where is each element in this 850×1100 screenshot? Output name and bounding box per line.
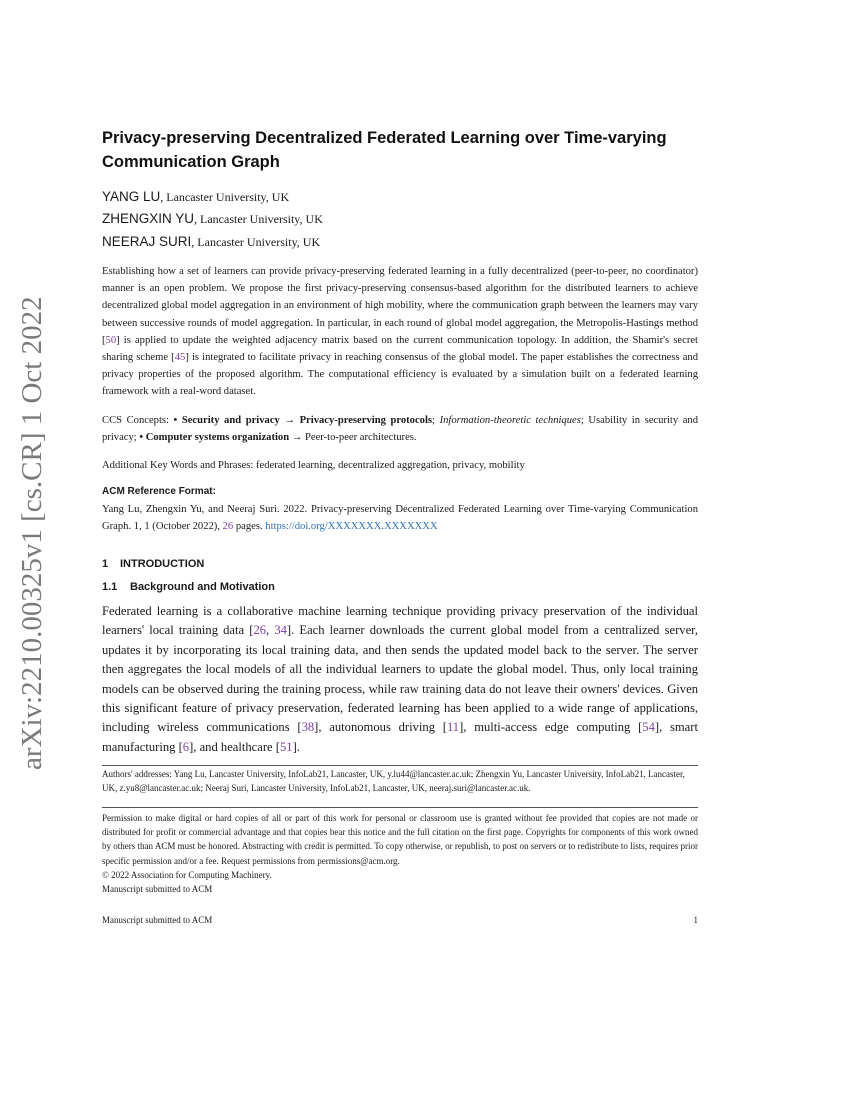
body-text: ], autonomous driving [ [314, 720, 447, 735]
author-affiliation: , Lancaster University, UK [194, 212, 323, 226]
abstract-text: ] is applied to update the weighted adjacency matrix based on the current communication topology. In addition, the Shamir's secret sharing scheme [ [102, 334, 698, 364]
permission-notice [102, 811, 698, 896]
citation-link[interactable]: 51 [279, 739, 293, 754]
page-footer [102, 915, 698, 925]
footer-text: Manuscript submitted to ACM [102, 915, 213, 925]
body-text: ], multi-access edge computing [ [459, 720, 643, 735]
author-name: YANG LU [102, 189, 161, 204]
arxiv-identifier: arXiv:2210.00325v1 [cs.CR] 1 Oct 2022 [16, 296, 48, 770]
section-heading-introduction [102, 558, 204, 570]
ccs-concept: • Security and privacy → Privacy-preserving protocols [173, 415, 433, 426]
page-number: 1 [693, 915, 698, 925]
permission-text: Permission to make digital or hard copies of all or part of this work for personal or classroom use is granted without fee provided that copies are not made or distributed for profit or commercial advantage and that copies bear this notice and the full citation on the first page. Copyrights for components of this work owned by others than ACM must be honored. Abstracting with credit is permitted. To copy otherwise, or republish, to post on servers or to redistribute to lists, requires prior specific permission and/or a fee. Request permissions from permissions@acm.org. [102, 813, 698, 866]
abstract-text: Establishing how a set of learners can provide privacy-preserving federated learning in a fully decentralized (peer-to-peer, no coordinator) manner is an open problem. We propose the first privacy-preserving consensus-based algorithm for the distributed learners to achieve decentralized global model aggregation in an environment of high mobility, where the communication graph between the learners may vary between successive rounds of model aggregation. In particular, in each round of global model aggregation, the Metropolis-Hastings method [ [102, 266, 698, 346]
citation-link[interactable]: 54 [642, 720, 655, 735]
abstract [102, 263, 698, 401]
manuscript-line: Manuscript submitted to ACM [102, 884, 213, 895]
body-text: ]. Each learner downloads the current global model from a centralized server, updates it by incorporating its local training data, and then sends the updated model back to the server. The server then aggregates the local models of all the individual learners to update the global model. Thus, only local training models can be observed during the training process, while raw training data do not leave their owners' devices. Given this significant feature of privacy preservation, federated learning has been applied to a wide range of applications, including wireless communications [ [102, 623, 699, 735]
author-3 [102, 234, 320, 250]
ccs-concepts [102, 412, 698, 446]
citation-link[interactable]: 45 [174, 352, 186, 364]
permission-divider [102, 807, 698, 808]
pages-link[interactable]: 26 [222, 521, 234, 532]
abstract-text: ] is integrated to facilitate privacy in reaching consensus of the global model. The paper establishes the correctness and privacy properties of the proposed algorithm. The computational efficiency is evaluated by a simulation built on a federated learning framework with a real-word dataset. [102, 352, 698, 398]
ccs-concept: • Computer systems organization [139, 432, 290, 444]
ccs-text: → Peer-to-peer architectures. [289, 432, 417, 444]
copyright-line: © 2022 Association for Computing Machinery. [102, 869, 272, 880]
paper-title: Privacy-preserving Decentralized Federated Learning over Time-varying Communication Graph [102, 129, 667, 171]
body-text: ]. [292, 739, 300, 754]
acm-reference-text: Yang Lu, Zhengxin Yu, and Neeraj Suri. 2022. Privacy-preserving Decentralized Federated Learning over Time-varying Communication Graph. 1, 1 (October 2022), [102, 504, 698, 532]
section-title: INTRODUCTION [120, 558, 205, 570]
acm-reference [102, 501, 698, 535]
introduction-paragraph [102, 602, 698, 757]
acm-reference-text: pages. [233, 521, 266, 532]
citation-link[interactable]: 34 [274, 623, 287, 638]
subsection-heading-background [102, 581, 275, 593]
author-1 [102, 189, 289, 205]
ccs-separator: ; [432, 415, 440, 426]
citation-link[interactable]: 6 [182, 739, 190, 754]
body-text: ], and healthcare [ [189, 739, 280, 754]
author-affiliation: , Lancaster University, UK [191, 235, 321, 249]
section-number: 1.1 [102, 581, 118, 593]
doi-link[interactable]: https://doi.org/XXXXXXX.XXXXXXX [265, 521, 438, 532]
section-title: Background and Motivation [130, 581, 275, 593]
ccs-lead: CCS Concepts: [102, 415, 174, 426]
footnote-divider [102, 765, 698, 766]
author-name: NEERAJ SURI [102, 234, 192, 249]
author-affiliation: , Lancaster University, UK [160, 190, 290, 204]
citation-link[interactable]: 50 [105, 334, 117, 346]
body-text: , [266, 623, 275, 638]
ccs-text: ; Usability in security and privacy; [102, 415, 699, 444]
citation-link[interactable]: 11 [446, 720, 460, 735]
author-2 [102, 211, 323, 227]
acm-reference-heading: ACM Reference Format: [102, 486, 216, 497]
keywords: Additional Key Words and Phrases: federated learning, decentralized aggregation, privacy, mobility [102, 460, 525, 471]
citation-link[interactable]: 38 [301, 720, 315, 735]
body-text: ], smart manufacturing [ [102, 720, 698, 754]
authors-addresses: Authors' addresses: Yang Lu, Lancaster University, InfoLab21, Lancaster, UK, y.lu44@lancaster.ac.uk; Zhengxin Yu, Lancaster University, InfoLab21, Lancaster, UK, z.yu8@lancaster.ac.uk; Neeraj Suri, Lancaster University, InfoLab21, Lancaster, UK, neeraj.suri@lancaster.ac.uk. [102, 769, 685, 794]
citation-link[interactable]: 26 [253, 623, 267, 638]
author-name: ZHENGXIN YU [102, 211, 195, 226]
section-number: 1 [102, 558, 109, 570]
body-text: Federated learning is a collaborative machine learning technique providing privacy preservation of the individual learners' local training data [ [102, 604, 698, 638]
ccs-concept: Information-theoretic techniques [439, 415, 581, 426]
